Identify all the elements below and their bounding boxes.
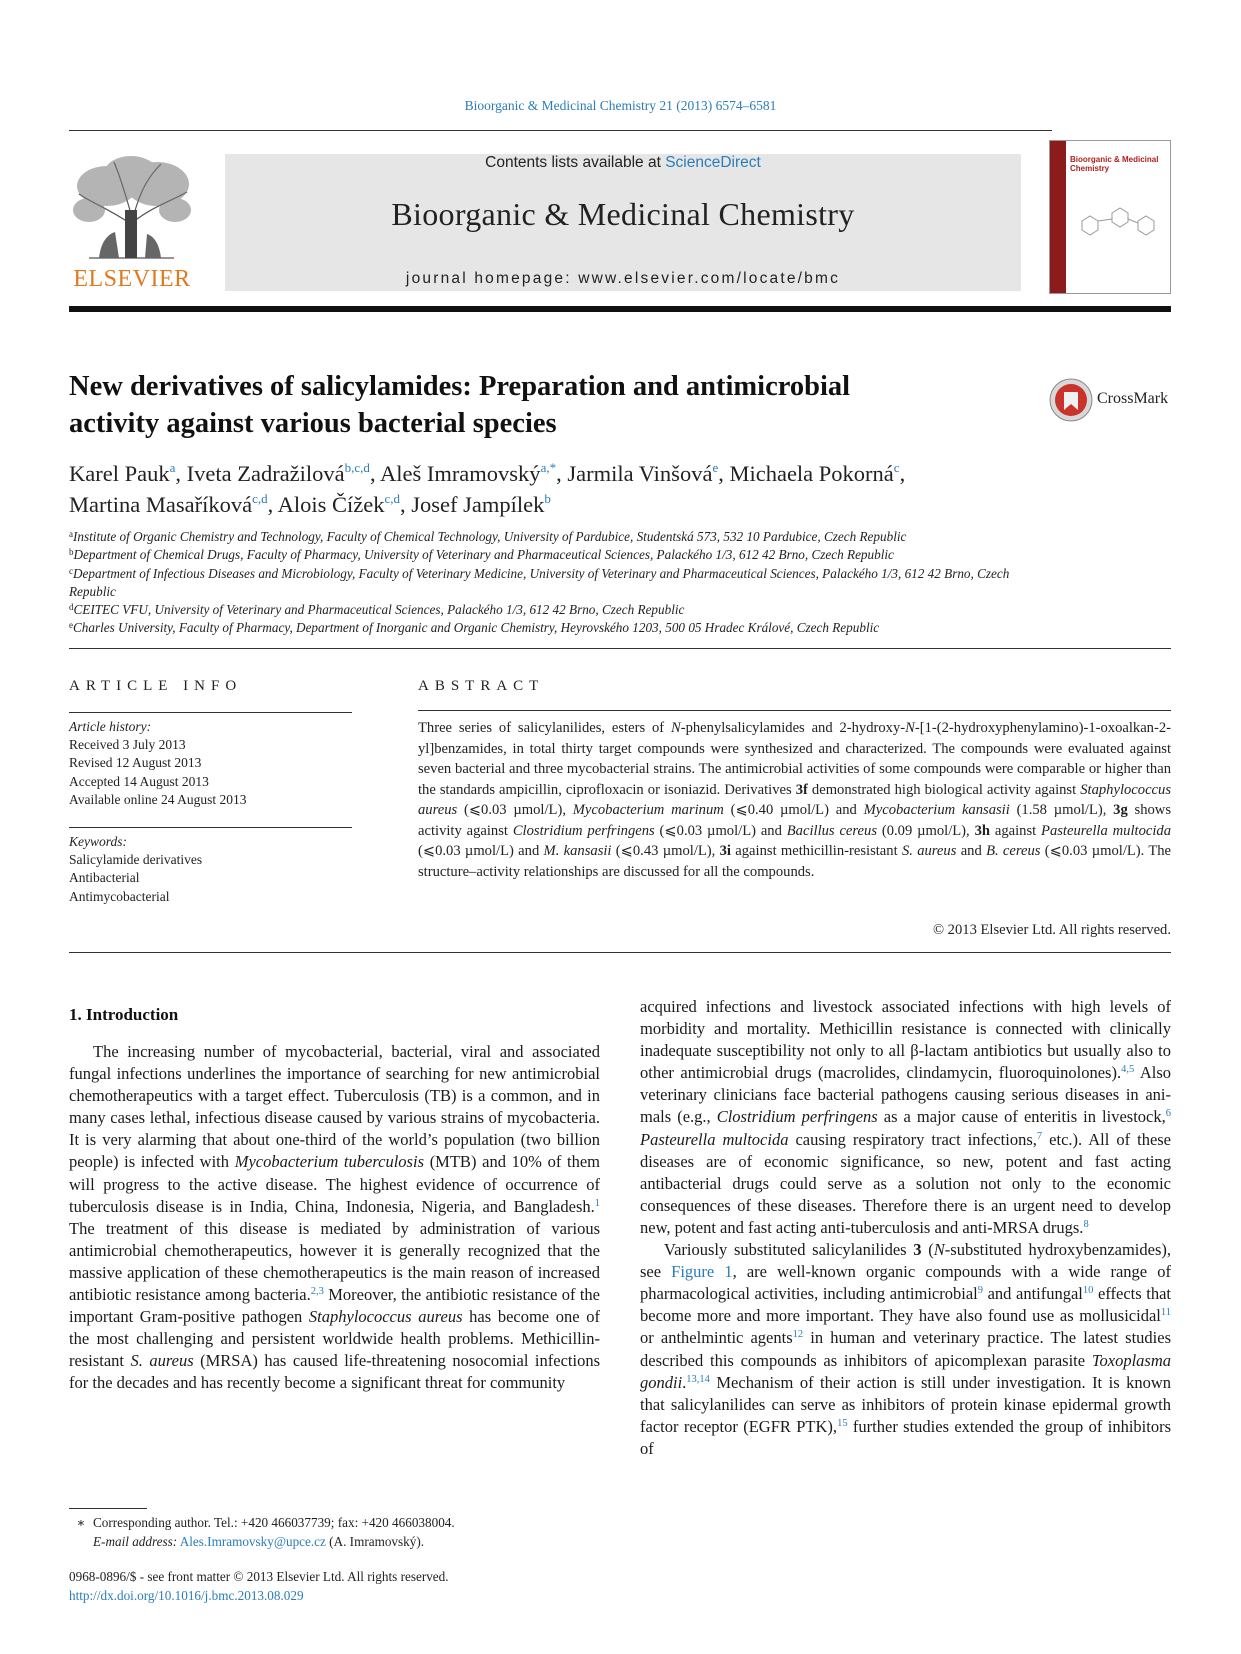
body-rule [69,952,1171,953]
author: Aleš Imramovský$^{a,*}$, [379,460,568,486]
keyword: Antibacterial [69,870,140,886]
keyword: Antimycobacterial [69,888,170,904]
crossmark-icon[interactable] [1049,378,1093,422]
author-list [69,458,1169,520]
abstract-rule [418,710,1171,711]
citation-ref[interactable]: 10 [1082,1285,1094,1297]
author-affil-ref[interactable]: c,d [384,491,401,506]
keyword: Salicylamide derivatives [69,852,203,868]
author: Alois Čížek$^{c,d}$, [277,491,412,517]
contents-line [225,154,1021,172]
citation-ref[interactable]: 7 [1036,1130,1043,1142]
author-affil-ref[interactable]: a,* [540,460,557,475]
accepted-date: Accepted 14 August 2013 [69,773,209,789]
corresponding-text: Corresponding author. Tel.: +420 466037739; fax: +420 466038004. [93,1515,455,1530]
citation-ref[interactable]: 2,3 [310,1286,324,1298]
citation-ref[interactable]: 11 [1160,1307,1171,1319]
journal-cover-thumbnail [1049,140,1171,294]
cover-structure-icon [1072,201,1164,241]
citation-ref[interactable]: 9 [977,1285,983,1297]
affiliation-rule [69,648,1171,649]
corresponding-author-note [69,1513,609,1551]
body-column-left [69,1041,600,1395]
affiliation: $^c$Department of Infectious Diseases and Microbiology, Faculty of Veterinary Medicine, University of Veterinary and Pharmaceutical Sciences, Palackého 1/3, 612 42 Brno, Czech Republic [69,565,1010,599]
revised-date: Revised 12 August 2013 [69,755,202,771]
crossmark-label[interactable]: CrossMark [1097,390,1169,407]
paragraph: The increasing number of mycobacterial, bacterial, viral and associated fungal infections underlines the importance of searching for new antimicrobial chemotherapeutics with a target effect. Tuberculosis (TB) is a common, and in many cases lethal, infectious disease caused by various strains of mycobacteria. It is very alarming that about one-third of the world’s population (two billion people) is infected with Mycobacterium tuberculosis (MTB) and 10% of them will progress to the active disease. The highest evidence of occurrence of tuberculosis disease is in India, China, Indonesia, Nigeria, and Bangladesh.$^1$ The treatment of this disease is mediated by administration of various antimicrobial chemotherapeutics, however it is generally recognized that the massive application of these chemotherapeutics is the main reason of increased antibiotic resistance among bacteria.$^{2,3}$ Moreover, the antibiotic resistance of the important Gram-positive pathogen Staphylococcus aureus has become one of the most challenging and persistent worldwide health problems. Methicillin-resistant S. aureus (MRSA) has caused life-threatening nosocomial infections for the decades and has recently become a significant threat for community [69,1042,601,1393]
author-affil-ref[interactable]: c [893,460,900,475]
issn-block [69,1567,669,1605]
section-heading: 1. Introduction [69,1005,179,1024]
keywords-rule [69,827,352,828]
article-title [69,368,1029,442]
author-affil-ref[interactable]: e [712,460,719,475]
citation-ref[interactable]: 4,5 [1121,1064,1135,1076]
journal-title: Bioorganic & Medicinal Chemistry [391,196,855,232]
paragraph: acquired infections and livestock associated infections with high levels of morbidity and mortality. Methicillin resistance is connected with clinically inadequate susceptibility not only to all β-lactam antibiotics but usually also to other antimicrobial drugs (macrolides, clindamycin, fluoroquinolones).$^{4,5}$ Also veterinary clinicians face bacterial pathogens causing serious diseases in animals (e.g., Clostridium perfringens as a major cause of enteritis in livestock,$^6$ Pasteurella multocida causing respiratory tract infections,$^7$ etc.). All of these diseases are of economic significance, so new, potent and fast acting antibacterial drugs could serve as a solution not only to the economic consequences of these diseases. Therefore there is an urgent need to develop new, potent and fast acting anti-tuberculosis and anti-MRSA drugs.$^8$ [640,997,1172,1237]
citation-ref[interactable]: 1 [594,1197,600,1209]
title-line-1: New derivatives of salicylamides: Preparation and antimicrobial [69,371,851,402]
affiliation-list [69,528,1169,638]
author: Jarmila Vinšová$^e$, [567,460,730,486]
affiliation: $^a$Institute of Organic Chemistry and Technology, Faculty of Chemical Technology, University of Pardubice, Studentská 573, 532 10 Pardubice, Czech Republic [69,529,907,544]
article-history [69,718,359,809]
author-affil-ref[interactable]: a [169,460,176,475]
email-owner: (A. Imramovský). [329,1534,425,1549]
header-thick-rule [69,306,1171,312]
publisher-wordmark: ELSEVIER [73,266,191,292]
journal-citation[interactable]: Bioorganic & Medicinal Chemistry 21 (2013) 6574–6581 [464,98,777,113]
footnote-rule [69,1508,147,1509]
received-date: Received 3 July 2013 [69,737,186,753]
citation-ref[interactable]: 8 [1083,1218,1089,1230]
author-affil-ref[interactable]: c,d [252,491,268,506]
title-line-2: activity against various bacterial species [69,408,557,439]
asterisk-marker: ∗ [76,1515,86,1530]
affiliation: $^b$Department of Chemical Drugs, Faculty of Pharmacy, University of Veterinary and Pharmaceutical Sciences, Palackého 1/3, 612 42 Brno, Czech Republic [69,547,894,563]
cover-spine [1050,141,1066,293]
contents-prefix: Contents lists available at [485,154,666,171]
article-info-heading: ARTICLE INFO [69,678,243,694]
figure-link[interactable]: Figure 1 [671,1262,733,1282]
citation-ref[interactable]: 13,14 [686,1373,710,1385]
sciencedirect-link[interactable]: ScienceDirect [665,154,761,171]
author: Iveta Zadražilová$^{b,c,d}$, [186,460,380,486]
header-rule [69,130,1052,131]
doi-link[interactable]: http://dx.doi.org/10.1016/j.bmc.2013.08.029 [69,1588,304,1603]
article-info-rule [69,712,352,713]
author-affil-ref[interactable]: b,c,d [344,460,370,475]
body-column-right [640,996,1171,1460]
issn-line: 0968-0896/$ - see front matter © 2013 Elsevier Ltd. All rights reserved. [69,1569,449,1584]
cover-title: Bioorganic & Medicinal Chemistry [1070,155,1159,173]
citation-ref[interactable]: 12 [792,1329,804,1341]
abstract-copyright: © 2013 Elsevier Ltd. All rights reserved. [932,922,1171,938]
abstract-heading: ABSTRACT [418,678,545,694]
email-label: E-mail address: [93,1534,178,1549]
journal-homepage[interactable]: journal homepage: www.elsevier.com/locate/bmc [405,270,841,287]
affiliation: $^e$Charles University, Faculty of Pharmacy, Department of Inorganic and Organic Chemistry, Heyrovského 1203, 500 05 Hradec Králové, Czech Republic [69,620,880,636]
author: Martina Masaříková$^{c,d}$, [69,491,278,517]
author-affil-ref[interactable]: b [544,491,551,506]
author: Michaela Pokorná$^c$, [729,460,906,486]
affiliation: $^d$CEITEC VFU, University of Veterinary and Pharmaceutical Sciences, Palackého 1/3, 612 42 Brno, Czech Republic [69,602,685,618]
history-label: Article history: [69,719,152,734]
email-link[interactable]: Ales.Imramovsky@upce.cz [179,1534,326,1549]
keywords-label: Keywords: [69,834,127,849]
elsevier-logo [69,154,195,296]
paragraph: Variously substituted salicylanilides 3 (N-substituted hydroxybenzamides), see Figure 1, are well-known organic compounds with a wide range of pharmacological activities, including antimicrobial$^9$ and antifungal$^{10}$ effects that become more and more important. They have also found use as mollusicidal$^{11}$ or anthelmintic agents$^{12}$ in human and veterinary practice. The latest studies described this compounds as inhibitors of apicomplexan parasite Toxoplasma gondii.$^{13,14}$ Mechanism of their action is still under investigation. It is known that salicylanilides can serve as inhibitors of protein kinase epidermal growth factor receptor (EGFR PTK),$^{15}$ further studies extended the group of inhibitors of [640,1240,1172,1458]
online-date: Available online 24 August 2013 [69,791,247,807]
citation-ref[interactable]: 15 [837,1417,848,1429]
author: Karel Pauk$^a$, [69,460,187,486]
citation-ref[interactable]: 6 [1165,1108,1171,1120]
author: Josef Jampílek$^b$ [411,491,551,517]
keywords-block [69,833,359,906]
abstract-text: Three series of salicylanilides, esters of N-phenylsalicylamides and 2-hydroxy-N-[1-(2-hydroxyphenylamino)-1-oxoalkan-2-yl]benzamides, in total thirty target compounds were synthesized and characterized. The compounds were evaluated against seven bacterial and three mycobacterial strains. The antimicrobial activities of some compounds were comparable or higher than the standards ampicillin, ciprofloxacin or isoniazid. Derivatives 3f demonstrated high biological activity against Staphylococcus aureus (⩽0.03 µmol/L), Mycobacterium marinum (⩽0.40 µmol/L) and Mycobacterium kansasii (1.58 µmol/L), 3g shows activity against Clostridium perfringens (⩽0.03 µmol/L) and Bacillus cereus (0.09 µmol/L), 3h against Pasteurella multocida (⩽0.03 µmol/L) and M. kansasii (⩽0.43 µmol/L), 3i against methicillin-resistant S. aureus and B. cereus (⩽0.03 µmol/L). The structure–activity relationships are discussed for all the compounds. [418,720,1172,880]
